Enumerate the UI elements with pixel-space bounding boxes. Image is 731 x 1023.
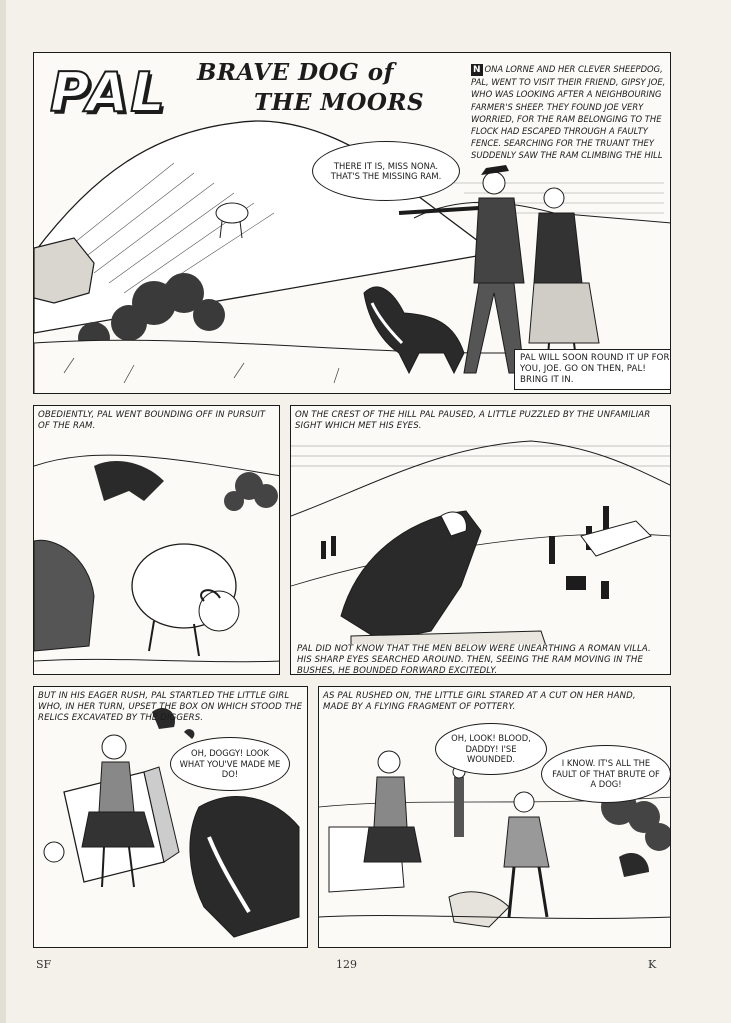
panel-3-art [291,406,671,675]
panel-4-art [34,687,308,948]
footer-right: K [648,958,657,971]
balloon-nona: PAL WILL SOON ROUND IT UP FOR YOU, JOE. GO ON THEN, PAL! BRING IT IN. [514,349,671,390]
panel-2-caption: OBEDIENTLY, PAL WENT BOUNDING OFF IN PURSUIT OF THE RAM. [38,410,266,431]
panel-2 [33,405,280,675]
balloon-father: I KNOW. IT'S ALL THE FAULT OF THAT BRUTE OF A DOG! [541,745,671,803]
title-line-1: BRAVE DOG of [197,59,394,86]
page-number: 129 [336,958,357,971]
balloon-girl-doggy: OH, DOGGY! LOOK WHAT YOU'VE MADE ME DO! [170,737,290,791]
title-line-2: THE MOORS [254,89,425,116]
balloon-girl-blood: OH, LOOK! BLOOD, DADDY! I'SE WOUNDED. [435,723,547,775]
panel-3 [290,405,671,675]
intro-text: ONA LORNE AND HER CLEVER SHEEPDOG, PAL, WENT TO VISIT THEIR FRIEND, GIPSY JOE, WHO WAS LOOKING AFTER A NEIGHBOURING FARMER'S SHEEP. THEY FOUND JOE VERY WORRIED, FOR THE RAM BELONGING TO THE FLOCK HAD ESCAPED THROUGH A FAULTY FENCE. SEARCHING FOR THE TRUANT THEY SUDDENLY SAW THE RAM CLIMBING THE HILL [471,64,666,161]
panel-4 [33,686,308,948]
panel-1 [33,52,671,394]
panel-4-caption: BUT IN HIS EAGER RUSH, PAL STARTLED THE LITTLE GIRL WHO, IN HER TURN, UPSET THE BOX ON WHICH STOOD THE RELICS EXCAVATED BY THE DIGGERS. [38,691,303,723]
panel-5-caption: AS PAL RUSHED ON, THE LITTLE GIRL STARED AT A CUT ON HER HAND, MADE BY A FLYING FRAGMENT OF POTTERY. [323,691,636,712]
panel-5 [318,686,671,948]
panel-2-art [34,406,280,675]
footer-left: SF [36,958,52,971]
intro-dropcap: N [473,65,481,75]
panel-3-caption-bottom: PAL DID NOT KNOW THAT THE MEN BELOW WERE UNEARTHING A ROMAN VILLA. HIS SHARP EYES SEARCHED AROUND. THEN, SEEING THE RAM MOVING IN THE BUSHES, HE BOUNDED FORWARD EXCITEDLY. [297,644,665,675]
intro-caption [471,63,667,162]
balloon-joe: THERE IT IS, MISS NONA. THAT'S THE MISSING RAM. [312,141,460,201]
title-pal: PAL [50,61,167,124]
panel-3-caption-top: ON THE CREST OF THE HILL PAL PAUSED, A LITTLE PUZZLED BY THE UNFAMILIAR SIGHT WHICH MET HIS EYES. [295,410,651,431]
page-binding-edge [0,0,6,1023]
